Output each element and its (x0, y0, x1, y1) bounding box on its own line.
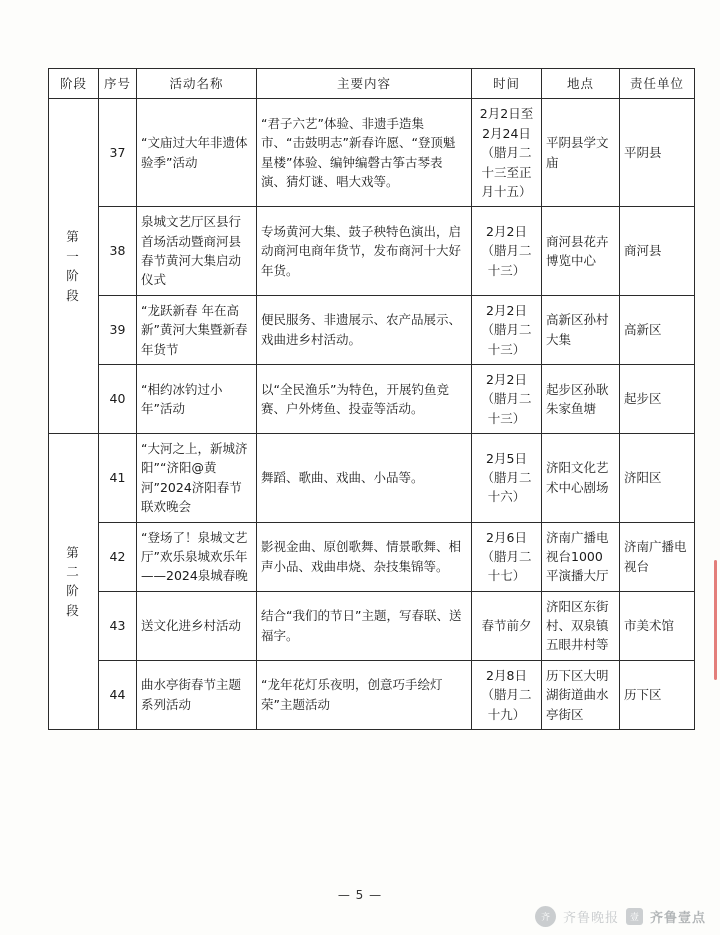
activity-content: 便民服务、非遗展示、农产品展示、戏曲进乡村活动。 (257, 295, 472, 364)
activity-place: 济南广播电视台1000平演播大厅 (542, 522, 620, 591)
scrollbar[interactable] (714, 560, 717, 680)
activity-content: 结合“我们的节日”主题，写春联、送福字。 (257, 591, 472, 660)
activity-unit: 济南广播电视台 (620, 522, 695, 591)
activity-time: 2月6日（腊月二十七） (472, 522, 542, 591)
table-row (49, 660, 695, 729)
row-number: 38 (99, 207, 137, 296)
table-row (49, 207, 695, 296)
activity-place: 商河县花卉博览中心 (542, 207, 620, 296)
activity-time: 春节前夕 (472, 591, 542, 660)
activity-time: 2月2日（腊月二十三） (472, 295, 542, 364)
activity-place: 起步区孙耿朱家鱼塘 (542, 364, 620, 433)
stage-cell-second (49, 434, 99, 730)
column-header-stage: 阶段 (49, 69, 99, 99)
stage-char: 阶 (66, 583, 81, 599)
stage-char: 第 (66, 229, 81, 245)
activity-time: 2月2日（腊月二十三） (472, 364, 542, 433)
table-row (49, 591, 695, 660)
activity-name: 曲水亭街春节主题系列活动 (137, 660, 257, 729)
watermark (535, 906, 706, 927)
column-header-name: 活动名称 (137, 69, 257, 99)
activity-place: 平阴县学文庙 (542, 99, 620, 207)
row-number: 41 (99, 434, 137, 523)
activity-unit: 起步区 (620, 364, 695, 433)
schedule-table-container (48, 68, 687, 730)
stage-char: 第 (66, 544, 81, 560)
activity-content: “龙年花灯乐夜明，创意巧手绘灯荣”主题活动 (257, 660, 472, 729)
activity-unit: 历下区 (620, 660, 695, 729)
qilu-logo-icon: 齐 (535, 906, 556, 927)
stage-char: 阶 (66, 268, 81, 284)
table-header-row (49, 69, 695, 99)
stage-cell-first (49, 99, 99, 434)
row-number: 39 (99, 295, 137, 364)
activity-name: “龙跃新春 年在高新”黄河大集暨新春年货节 (137, 295, 257, 364)
page-number: — 5 — (337, 888, 383, 902)
activity-content: “君子六艺”体验、非遗手造集市、“击鼓明志”新春许愿、“登顶魁星楼”体验、编钟编磬古筝古琴表演、猜灯谜、唱大戏等。 (257, 99, 472, 207)
watermark-brand-secondary: 齐鲁壹点 (649, 911, 706, 926)
stage-char: 一 (66, 248, 81, 264)
activity-unit: 高新区 (620, 295, 695, 364)
watermark-brand: 齐鲁晚报 (562, 911, 619, 926)
stage-char: 段 (66, 287, 81, 303)
row-number: 40 (99, 364, 137, 433)
column-header-place: 地点 (542, 69, 620, 99)
table-row (49, 522, 695, 591)
column-header-time: 时间 (472, 69, 542, 99)
table-row (49, 364, 695, 433)
activity-unit: 济阳区 (620, 434, 695, 523)
table-row (49, 295, 695, 364)
activity-content: 以“全民渔乐”为特色，开展钓鱼竞赛、户外烤鱼、投壶等活动。 (257, 364, 472, 433)
activity-place: 历下区大明湖街道曲水亭街区 (542, 660, 620, 729)
table-row (49, 434, 695, 523)
yidian-badge-icon: 壹 (626, 908, 643, 925)
activity-name: “文庙过大年非遗体验季”活动 (137, 99, 257, 207)
column-header-no: 序号 (99, 69, 137, 99)
table-body (49, 99, 695, 730)
activity-place: 济阳文化艺术中心剧场 (542, 434, 620, 523)
schedule-table (48, 68, 695, 730)
row-number: 44 (99, 660, 137, 729)
column-header-unit: 责任单位 (620, 69, 695, 99)
row-number: 37 (99, 99, 137, 207)
activity-content: 舞蹈、歌曲、戏曲、小品等。 (257, 434, 472, 523)
table-row (49, 99, 695, 207)
column-header-content: 主要内容 (257, 69, 472, 99)
activity-name: 泉城文艺厅区县行首场活动暨商河县春节黄河大集启动仪式 (137, 207, 257, 296)
activity-time: 2月2日（腊月二十三） (472, 207, 542, 296)
activity-content: 专场黄河大集、鼓子秧特色演出，启动商河电商年货节，发布商河十大好年货。 (257, 207, 472, 296)
activity-name: “相约冰钓过小年”活动 (137, 364, 257, 433)
row-number: 42 (99, 522, 137, 591)
activity-name: “大河之上，新城济阳”“济阳@黄河”2024济阳春节联欢晚会 (137, 434, 257, 523)
activity-unit: 商河县 (620, 207, 695, 296)
table-header (49, 69, 695, 99)
activity-unit: 平阴县 (620, 99, 695, 207)
activity-place: 高新区孙村大集 (542, 295, 620, 364)
activity-content: 影视金曲、原创歌舞、情景歌舞、相声小品、戏曲串烧、杂技集锦等。 (257, 522, 472, 591)
activity-unit: 市美术馆 (620, 591, 695, 660)
activity-name: “登场了！泉城文艺厅”欢乐泉城欢乐年——2024泉城春晚 (137, 522, 257, 591)
stage-char: 段 (66, 602, 81, 618)
activity-time: 2月2日至2月24日（腊月二十三至正月十五） (472, 99, 542, 207)
row-number: 43 (99, 591, 137, 660)
activity-time: 2月8日（腊月二十九） (472, 660, 542, 729)
activity-place: 济阳区东街村、双泉镇五眼井村等 (542, 591, 620, 660)
stage-char: 二 (66, 564, 81, 580)
activity-name: 送文化进乡村活动 (137, 591, 257, 660)
activity-time: 2月5日（腊月二十六） (472, 434, 542, 523)
